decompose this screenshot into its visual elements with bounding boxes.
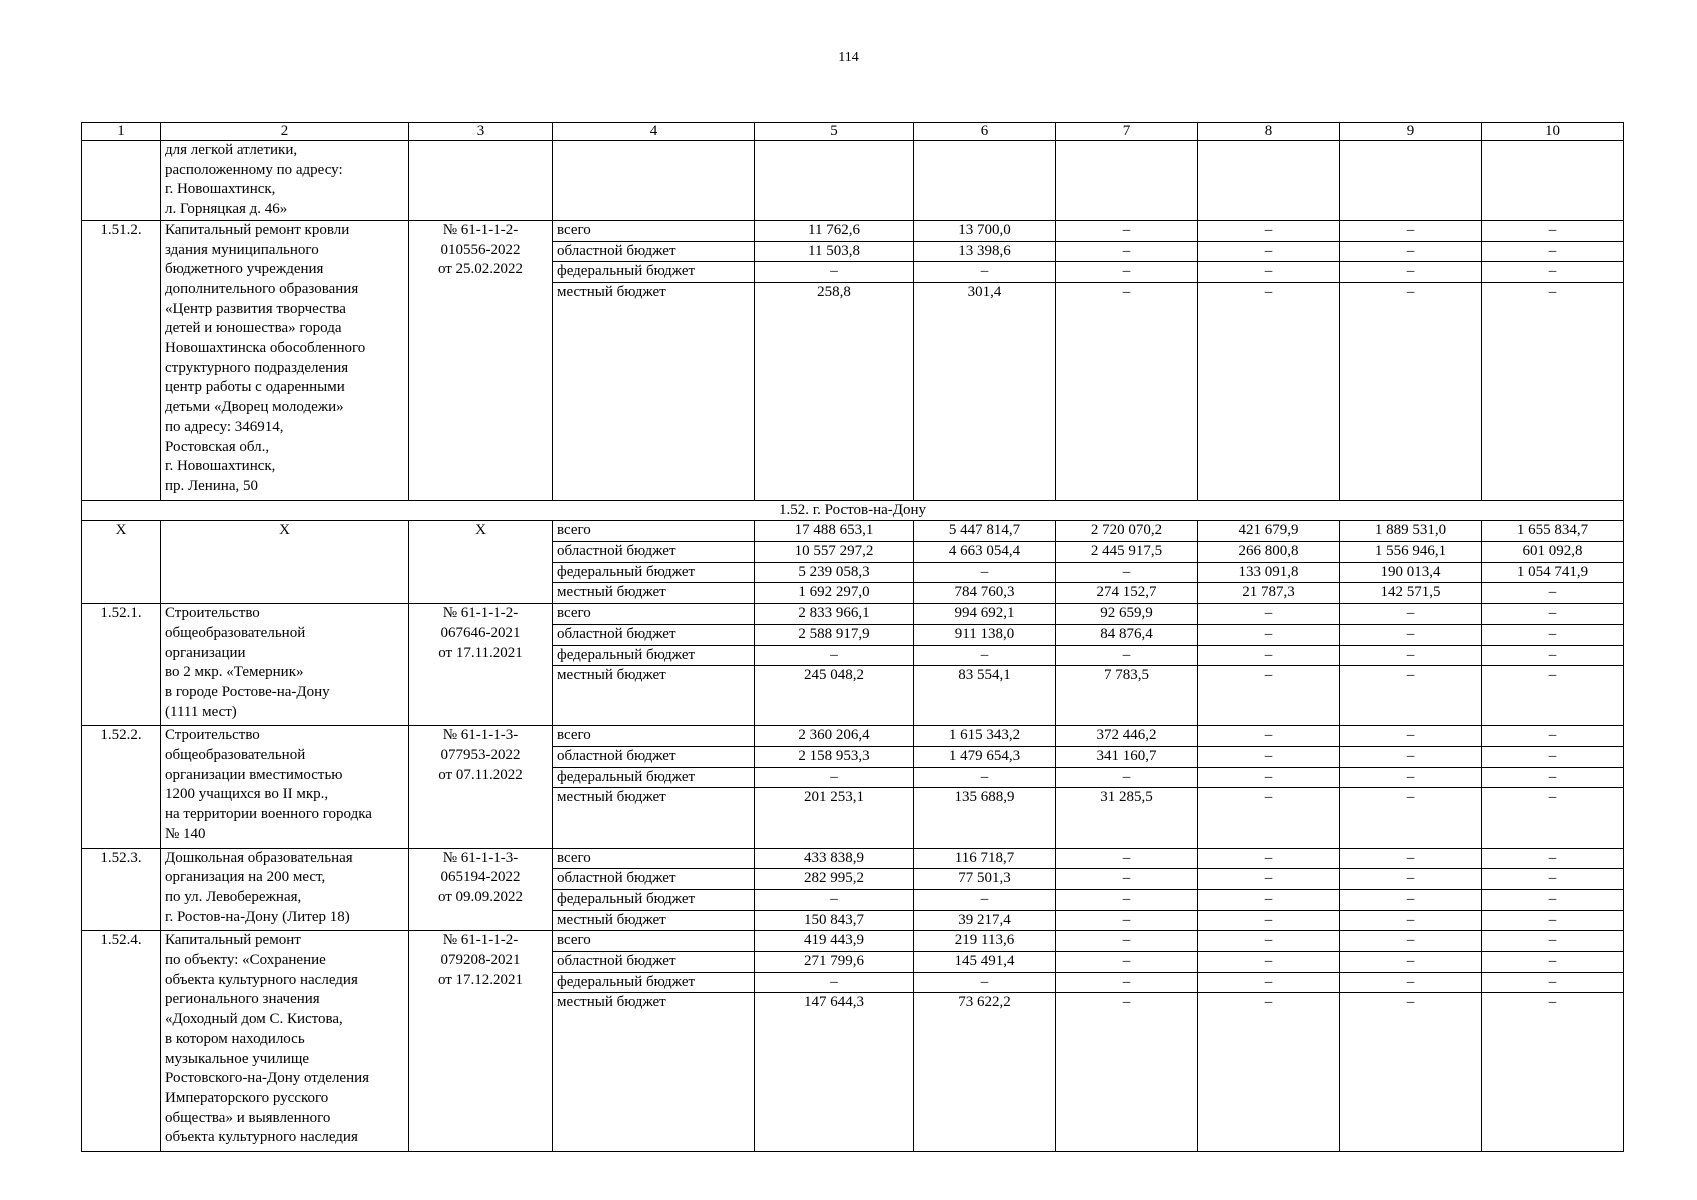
budget-type-label: федеральный бюджет <box>553 889 755 910</box>
budget-value: – <box>1056 869 1198 890</box>
budget-type-label: всего <box>553 521 755 542</box>
item-name-line: Капитальный ремонт кровли <box>165 221 350 238</box>
budget-value: 419 443,9 <box>755 931 914 952</box>
budget-value: – <box>1340 624 1482 645</box>
item-name-line: общеобразовательной <box>165 747 306 764</box>
item-number: 1.52.4. <box>82 931 161 1152</box>
budget-value: 258,8 <box>755 282 914 500</box>
item-name-line: общества» и выявленного <box>165 1109 331 1126</box>
section-heading-row <box>82 500 1624 521</box>
item-name-line: музыкальное училище <box>165 1050 310 1067</box>
budget-type-label: местный бюджет <box>553 282 755 500</box>
budget-value: – <box>755 767 914 788</box>
budget-value: 2 720 070,2 <box>1056 521 1198 542</box>
item-name-line: центр работы с одаренными <box>165 379 345 396</box>
budget-value: – <box>1482 972 1624 993</box>
budget-value: 266 800,8 <box>1198 542 1340 563</box>
budget-value: – <box>1198 666 1340 726</box>
empty-cell <box>1482 141 1624 221</box>
budget-value: – <box>1056 262 1198 283</box>
empty-cell <box>1340 141 1482 221</box>
item-code-line: № 61-1-1-3- <box>442 727 519 744</box>
item-name-line: объекта культурного наследия <box>165 1129 358 1146</box>
budget-value: – <box>1340 282 1482 500</box>
item-code-line: от 09.09.2022 <box>437 888 524 905</box>
budget-value: – <box>1198 767 1340 788</box>
item-name-line: в городе Ростове-на-Дону <box>165 683 330 700</box>
budget-value: – <box>1056 910 1198 931</box>
budget-value: – <box>1482 645 1624 666</box>
continuation-row <box>82 141 1624 221</box>
table-row <box>82 931 1624 952</box>
budget-value: – <box>1056 931 1198 952</box>
budget-value: 73 622,2 <box>914 993 1056 1152</box>
item-name-line: Дошкольная образовательная <box>165 849 353 866</box>
budget-value: – <box>1482 666 1624 726</box>
item-code-line: № 61-1-1-2- <box>442 932 519 949</box>
item-name-line: № 140 <box>165 825 206 842</box>
budget-value: – <box>1056 993 1198 1152</box>
budget-value: – <box>1056 767 1198 788</box>
x-mark: Х <box>161 521 409 604</box>
item-code <box>409 931 553 1152</box>
budget-value: – <box>1198 889 1340 910</box>
item-code-line: от 25.02.2022 <box>437 261 524 278</box>
budget-value: 31 285,5 <box>1056 788 1198 848</box>
budget-value: 341 160,7 <box>1056 747 1198 768</box>
budget-value: 147 644,3 <box>755 993 914 1152</box>
item-name-line: г. Ростов-на-Дону (Литер 18) <box>165 908 350 925</box>
page-number: 114 <box>838 50 859 65</box>
budget-type-label: федеральный бюджет <box>553 645 755 666</box>
column-number: 7 <box>1056 123 1198 141</box>
budget-type-label: областной бюджет <box>553 869 755 890</box>
item-name-line: пр. Ленина, 50 <box>165 477 258 494</box>
budget-value: – <box>1340 889 1482 910</box>
item-name-line: л. Горняцкая д. 46» <box>165 201 288 218</box>
budget-value: 11 762,6 <box>755 220 914 241</box>
budget-value: 784 760,3 <box>914 583 1056 604</box>
budget-value: – <box>914 562 1056 583</box>
budget-value: – <box>1482 604 1624 625</box>
budget-value: 1 556 946,1 <box>1340 542 1482 563</box>
budget-value: – <box>1482 220 1624 241</box>
budget-value: 145 491,4 <box>914 952 1056 973</box>
item-name-line: по адресу: 346914, <box>165 418 284 435</box>
budget-value: – <box>1340 604 1482 625</box>
budget-value: – <box>1482 262 1624 283</box>
empty-cell <box>755 141 914 221</box>
item-name-line: регионального значения <box>165 991 320 1008</box>
item-name-line: г. Новошахтинск, <box>165 181 276 198</box>
budget-value: – <box>1198 910 1340 931</box>
table-row <box>82 220 1624 241</box>
budget-value: – <box>1198 972 1340 993</box>
item-name-line: «Доходный дом С. Кистова, <box>165 1011 343 1028</box>
budget-value: 911 138,0 <box>914 624 1056 645</box>
budget-value: 39 217,4 <box>914 910 1056 931</box>
budget-value: – <box>1340 726 1482 747</box>
budget-value: 190 013,4 <box>1340 562 1482 583</box>
budget-value: – <box>1198 624 1340 645</box>
item-name-line: г. Новошахтинск, <box>165 458 276 475</box>
item-code-line: 067646-2021 <box>440 624 521 641</box>
item-code <box>409 848 553 931</box>
budget-value: 150 843,7 <box>755 910 914 931</box>
budget-value: – <box>1056 972 1198 993</box>
budget-value: 135 688,9 <box>914 788 1056 848</box>
item-code-line: 077953-2022 <box>440 747 521 764</box>
budget-type-label: областной бюджет <box>553 542 755 563</box>
budget-value: – <box>1482 624 1624 645</box>
budget-value: – <box>1482 788 1624 848</box>
budget-value: – <box>755 262 914 283</box>
item-name-line: здания муниципального <box>165 241 319 258</box>
budget-value: – <box>1198 645 1340 666</box>
item-name-line: организации <box>165 644 246 661</box>
item-code-line: от 07.11.2022 <box>438 766 523 783</box>
budget-value: – <box>1482 583 1624 604</box>
item-name-line: по ул. Левобережная, <box>165 888 302 905</box>
budget-value: 1 889 531,0 <box>1340 521 1482 542</box>
budget-value: 421 679,9 <box>1198 521 1340 542</box>
budget-value: 142 571,5 <box>1340 583 1482 604</box>
budget-value: – <box>1340 993 1482 1152</box>
budget-value: – <box>1198 848 1340 869</box>
budget-value: 92 659,9 <box>1056 604 1198 625</box>
budget-value: – <box>1198 282 1340 500</box>
empty-cell <box>914 141 1056 221</box>
budget-value: 116 718,7 <box>914 848 1056 869</box>
budget-value: 1 692 297,0 <box>755 583 914 604</box>
item-name-line: (1111 мест) <box>165 703 237 720</box>
item-name-line: 1200 учащихся во II мкр., <box>165 786 329 803</box>
budget-value: 372 446,2 <box>1056 726 1198 747</box>
budget-value: – <box>1056 220 1198 241</box>
budget-type-label: федеральный бюджет <box>553 562 755 583</box>
budget-value: 1 054 741,9 <box>1482 562 1624 583</box>
budget-value: – <box>1198 220 1340 241</box>
item-name-line: детьми «Дворец молодежи» <box>165 399 344 416</box>
item-name-line: Ростовского-на-Дону отделения <box>165 1070 370 1087</box>
budget-value: 7 783,5 <box>1056 666 1198 726</box>
budget-value: 2 360 206,4 <box>755 726 914 747</box>
budget-value: 13 398,6 <box>914 241 1056 262</box>
budget-value: – <box>1340 869 1482 890</box>
budget-value: 84 876,4 <box>1056 624 1198 645</box>
column-number: 2 <box>161 123 409 141</box>
budget-value: – <box>1056 282 1198 500</box>
column-number: 10 <box>1482 123 1624 141</box>
budget-value: – <box>1482 869 1624 890</box>
budget-value: – <box>1482 747 1624 768</box>
budget-value: – <box>1198 931 1340 952</box>
budget-value: – <box>1482 726 1624 747</box>
column-number: 8 <box>1198 123 1340 141</box>
budget-value: 83 554,1 <box>914 666 1056 726</box>
budget-value: 21 787,3 <box>1198 583 1340 604</box>
item-name <box>161 726 409 848</box>
table-row <box>82 848 1624 869</box>
item-code-line: от 17.11.2021 <box>438 644 523 661</box>
budget-value: – <box>1340 931 1482 952</box>
budget-value: 5 447 814,7 <box>914 521 1056 542</box>
budget-value: – <box>914 645 1056 666</box>
budget-value: – <box>1340 910 1482 931</box>
budget-value: 4 663 054,4 <box>914 542 1056 563</box>
budget-type-label: областной бюджет <box>553 747 755 768</box>
budget-value: – <box>1198 726 1340 747</box>
budget-value: – <box>1482 889 1624 910</box>
budget-value: 17 488 653,1 <box>755 521 914 542</box>
budget-value: 2 158 953,3 <box>755 747 914 768</box>
budget-value: 10 557 297,2 <box>755 542 914 563</box>
budget-value: – <box>1340 666 1482 726</box>
column-number: 9 <box>1340 123 1482 141</box>
budget-value: 133 091,8 <box>1198 562 1340 583</box>
column-number: 4 <box>553 123 755 141</box>
budget-value: – <box>1056 889 1198 910</box>
budget-value: 601 092,8 <box>1482 542 1624 563</box>
budget-value: 2 833 966,1 <box>755 604 914 625</box>
budget-value: – <box>1198 262 1340 283</box>
item-name-line: по объекту: «Сохранение <box>165 952 326 969</box>
budget-value: – <box>914 262 1056 283</box>
budget-value: – <box>1056 952 1198 973</box>
budget-value: 282 995,2 <box>755 869 914 890</box>
budget-value: 1 615 343,2 <box>914 726 1056 747</box>
budget-value: – <box>1198 869 1340 890</box>
item-name-line: организация на 200 мест, <box>165 869 326 886</box>
budget-type-label: всего <box>553 931 755 952</box>
budget-type-label: всего <box>553 848 755 869</box>
budget-value: – <box>1482 848 1624 869</box>
budget-value: – <box>1198 747 1340 768</box>
item-name-line: расположенному по адресу: <box>165 161 343 178</box>
budget-value: 2 588 917,9 <box>755 624 914 645</box>
budget-value: 1 479 654,3 <box>914 747 1056 768</box>
budget-value: – <box>1340 645 1482 666</box>
budget-value: 219 113,6 <box>914 931 1056 952</box>
budget-value: – <box>1340 747 1482 768</box>
item-name-line: объекта культурного наследия <box>165 971 358 988</box>
budget-value: – <box>914 767 1056 788</box>
budget-value: – <box>1198 604 1340 625</box>
budget-value: – <box>1340 241 1482 262</box>
item-code <box>409 726 553 848</box>
item-code-line: № 61-1-1-2- <box>442 605 519 622</box>
item-code-line: 065194-2022 <box>440 869 521 886</box>
item-name-line: детей и юношества» города <box>165 320 342 337</box>
budget-value: 301,4 <box>914 282 1056 500</box>
budget-value: – <box>1482 767 1624 788</box>
budget-value: 994 692,1 <box>914 604 1056 625</box>
empty-cell <box>1198 141 1340 221</box>
item-name-line: структурного подразделения <box>165 359 349 376</box>
budget-type-label: федеральный бюджет <box>553 972 755 993</box>
budget-type-label: всего <box>553 604 755 625</box>
budget-value: – <box>1482 241 1624 262</box>
item-name-line: дополнительного образования <box>165 280 359 297</box>
budget-value: – <box>1340 972 1482 993</box>
budget-value: – <box>914 972 1056 993</box>
budget-type-label: местный бюджет <box>553 788 755 848</box>
item-name-line: общеобразовательной <box>165 624 306 641</box>
budget-type-label: местный бюджет <box>553 993 755 1152</box>
section-total-row <box>82 521 1624 542</box>
budget-value: 5 239 058,3 <box>755 562 914 583</box>
budget-value: – <box>1482 282 1624 500</box>
empty-cell <box>409 141 553 221</box>
budget-value: 11 503,8 <box>755 241 914 262</box>
item-name-line: Императорского русского <box>165 1089 329 1106</box>
budget-type-label: местный бюджет <box>553 910 755 931</box>
item-name-line: бюджетного учреждения <box>165 261 324 278</box>
budget-value: – <box>1056 562 1198 583</box>
item-number: 1.52.1. <box>82 604 161 726</box>
budget-value: – <box>1340 220 1482 241</box>
budget-value: – <box>914 889 1056 910</box>
budget-value: – <box>1198 788 1340 848</box>
budget-value: – <box>1340 848 1482 869</box>
budget-value: – <box>755 645 914 666</box>
budget-type-label: федеральный бюджет <box>553 262 755 283</box>
item-name <box>161 848 409 931</box>
budget-value: 274 152,7 <box>1056 583 1198 604</box>
budget-type-label: местный бюджет <box>553 666 755 726</box>
budget-value: 1 655 834,7 <box>1482 521 1624 542</box>
budget-value: 245 048,2 <box>755 666 914 726</box>
budget-type-label: всего <box>553 726 755 747</box>
item-name <box>161 931 409 1152</box>
column-number: 3 <box>409 123 553 141</box>
item-number: 1.52.2. <box>82 726 161 848</box>
budget-value: – <box>1340 262 1482 283</box>
budget-value: – <box>1482 931 1624 952</box>
item-number: 1.52.3. <box>82 848 161 931</box>
x-mark: Х <box>409 521 553 604</box>
item-name-line: на территории военного городка <box>165 806 372 823</box>
budget-type-label: федеральный бюджет <box>553 767 755 788</box>
budget-value: 433 838,9 <box>755 848 914 869</box>
column-number: 5 <box>755 123 914 141</box>
budget-type-label: всего <box>553 220 755 241</box>
budget-value: – <box>1482 993 1624 1152</box>
column-number-row <box>82 123 1624 141</box>
column-number: 1 <box>82 123 161 141</box>
empty-cell <box>1056 141 1198 221</box>
budget-value: 2 445 917,5 <box>1056 542 1198 563</box>
item-name <box>161 604 409 726</box>
column-number: 6 <box>914 123 1056 141</box>
budget-value: – <box>1482 910 1624 931</box>
budget-value: – <box>1056 241 1198 262</box>
budget-value: – <box>1198 241 1340 262</box>
budget-value: – <box>1482 952 1624 973</box>
budget-value: – <box>1198 993 1340 1152</box>
budget-table <box>81 122 1624 1152</box>
budget-type-label: областной бюджет <box>553 952 755 973</box>
item-name <box>161 220 409 500</box>
item-name-line: Капитальный ремонт <box>165 932 301 949</box>
item-number <box>82 141 161 221</box>
budget-type-label: областной бюджет <box>553 241 755 262</box>
budget-value: 271 799,6 <box>755 952 914 973</box>
budget-type-label: местный бюджет <box>553 583 755 604</box>
budget-value: – <box>1198 952 1340 973</box>
x-mark: Х <box>82 521 161 604</box>
item-name-line: Строительство <box>165 605 260 622</box>
item-name-line: для легкой атлетики, <box>165 142 298 158</box>
table-row <box>82 726 1624 747</box>
item-code-line: 079208-2021 <box>440 952 521 969</box>
item-number: 1.51.2. <box>82 220 161 500</box>
budget-value: 77 501,3 <box>914 869 1056 890</box>
item-name-line: «Центр развития творчества <box>165 300 346 317</box>
budget-value: – <box>1056 645 1198 666</box>
budget-value: – <box>755 972 914 993</box>
item-name-line: в котором находилось <box>165 1030 305 1047</box>
item-name <box>161 141 409 221</box>
empty-cell <box>553 141 755 221</box>
budget-value: – <box>1340 767 1482 788</box>
budget-type-label: областной бюджет <box>553 624 755 645</box>
budget-value: – <box>1340 952 1482 973</box>
item-code-line: № 61-1-1-3- <box>442 849 519 866</box>
budget-value: 13 700,0 <box>914 220 1056 241</box>
item-name-line: во 2 мкр. «Темерник» <box>165 664 304 681</box>
item-name-line: Новошахтинска обособленного <box>165 340 366 357</box>
budget-value: 201 253,1 <box>755 788 914 848</box>
item-code <box>409 604 553 726</box>
budget-value: – <box>755 889 914 910</box>
item-name-line: организации вместимостью <box>165 766 343 783</box>
item-code-line: № 61-1-1-2- <box>442 221 519 238</box>
item-code-line: 010556-2022 <box>440 241 521 258</box>
section-title: 1.52. г. Ростов-на-Дону <box>82 500 1624 521</box>
budget-value: – <box>1340 788 1482 848</box>
budget-value: – <box>1056 848 1198 869</box>
item-name-line: Ростовская обл., <box>165 438 270 455</box>
item-code <box>409 220 553 500</box>
item-name-line: Строительство <box>165 727 260 744</box>
item-code-line: от 17.12.2021 <box>437 971 524 988</box>
table-row <box>82 604 1624 625</box>
